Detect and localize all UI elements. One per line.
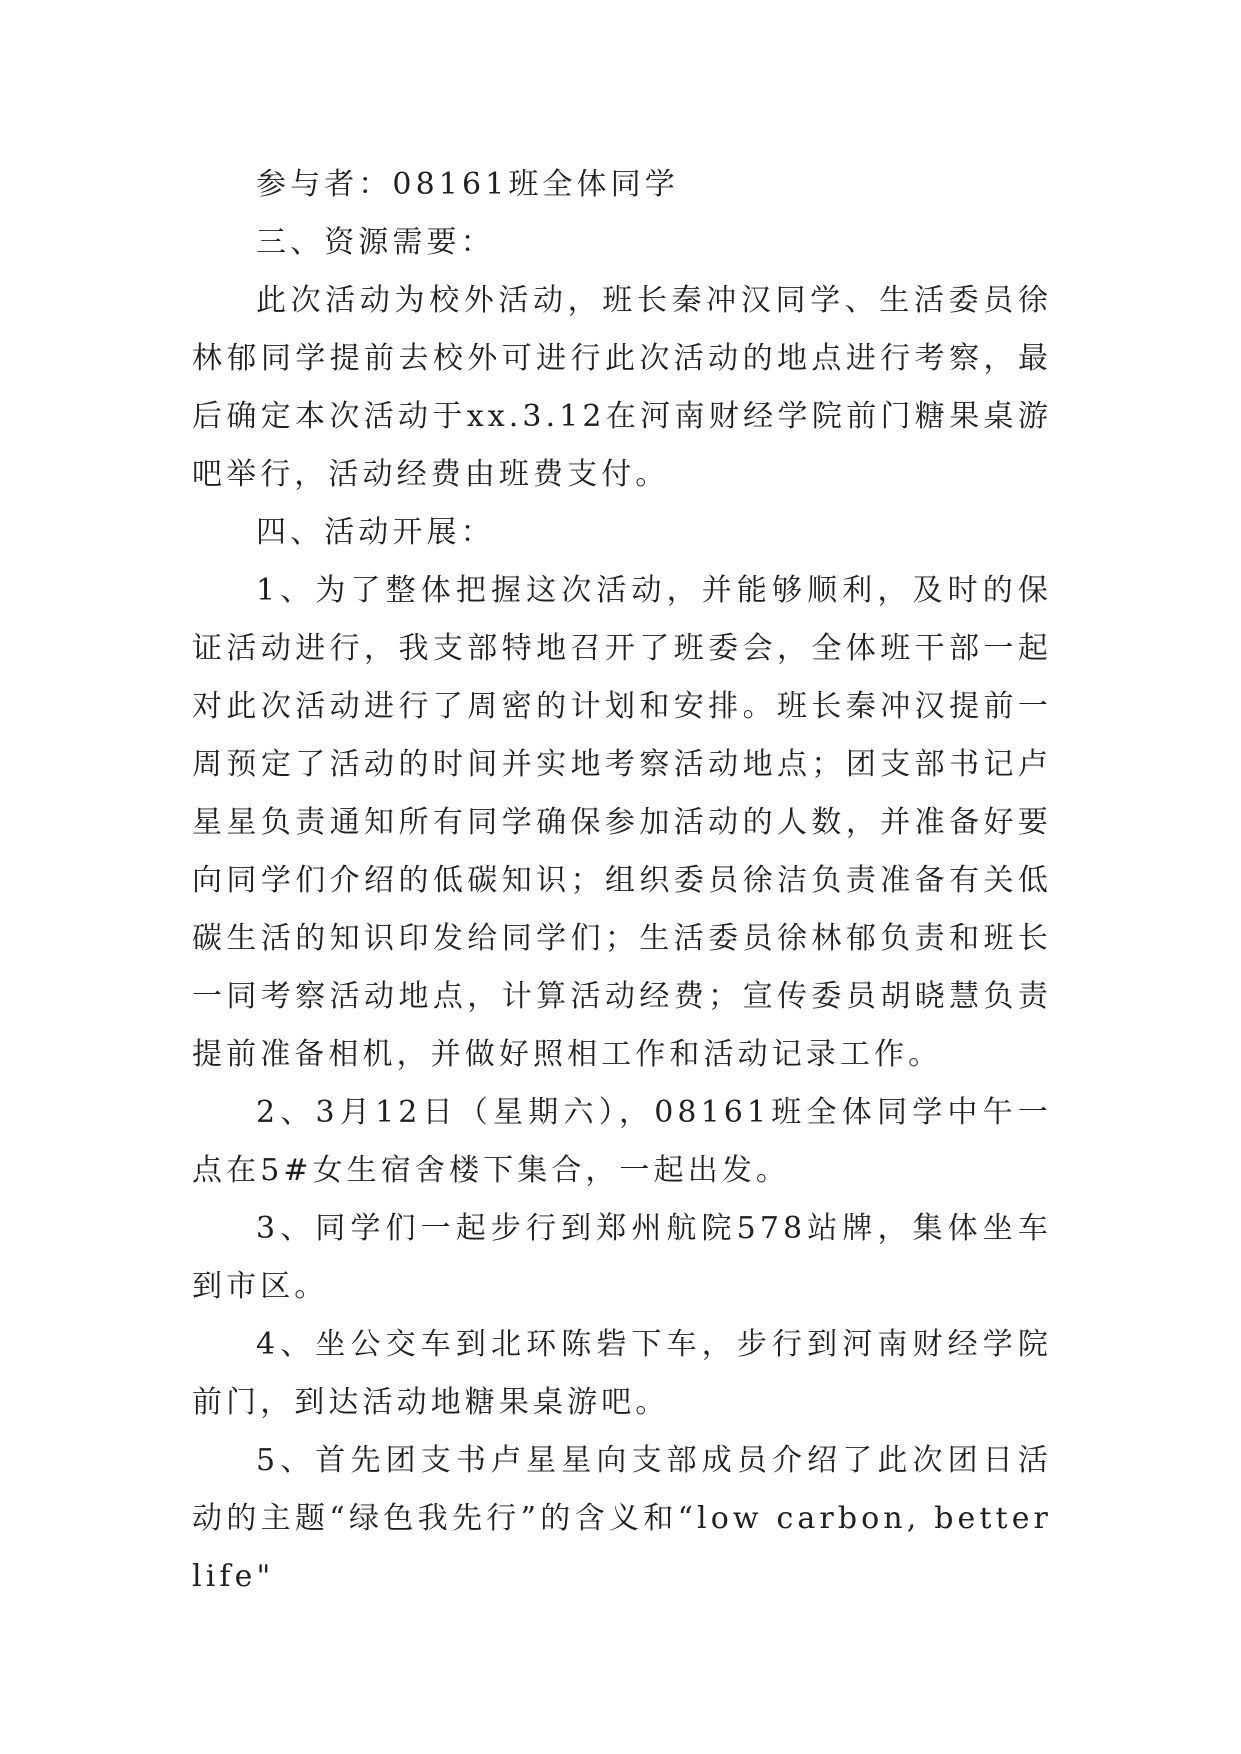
activity-step-2: 2、3月12日（星期六），08161班全体同学中午一点在5#女生宿舍楼下集合，一起出发。 xyxy=(192,1095,1052,1188)
document-body xyxy=(192,156,1052,1606)
activity-step-1: 1、为了整体把握这次活动，并能够顺利，及时的保证活动进行，我支部特地召开了班委会，全体班干部一起对此次活动进行了周密的计划和安排。班长秦冲汉提前一周预定了活动的时间并实地考察活动地点；团支部书记卢星星负责通知所有同学确保参加活动的人数，并准备好要向同学们介绍的低碳知识；组织委员徐洁负责准备有关低碳生活的知识印发给同学们；生活委员徐林郁负责和班长一同考察活动地点，计算活动经费；宣传委员胡晓慧负责提前准备相机，并做好照相工作和活动记录工作。 xyxy=(192,573,1052,1072)
resources-paragraph: 此次活动为校外活动，班长秦冲汉同学、生活委员徐林郁同学提前去校外可进行此次活动的地点进行考察，最后确定本次活动于xx.3.12在河南财经学院前门糖果桌游吧举行，活动经费由班费支付。 xyxy=(192,283,1052,492)
section-heading-resources: 三、资源需要： xyxy=(256,225,495,260)
activity-step-4: 4、坐公交车到北环陈砦下车，步行到河南财经学院前门，到达活动地糖果桌游吧。 xyxy=(192,1327,1052,1420)
section-heading-activity: 四、活动开展： xyxy=(256,515,495,550)
activity-step-3: 3、同学们一起步行到郑州航院578站牌，集体坐车到市区。 xyxy=(192,1211,1052,1304)
activity-step-5: 5、首先团支书卢星星向支部成员介绍了此次团日活动的主题“绿色我先行”的含义和“low carbon, better life" xyxy=(192,1443,1052,1594)
participants-line: 参与者：08161班全体同学 xyxy=(256,167,679,202)
